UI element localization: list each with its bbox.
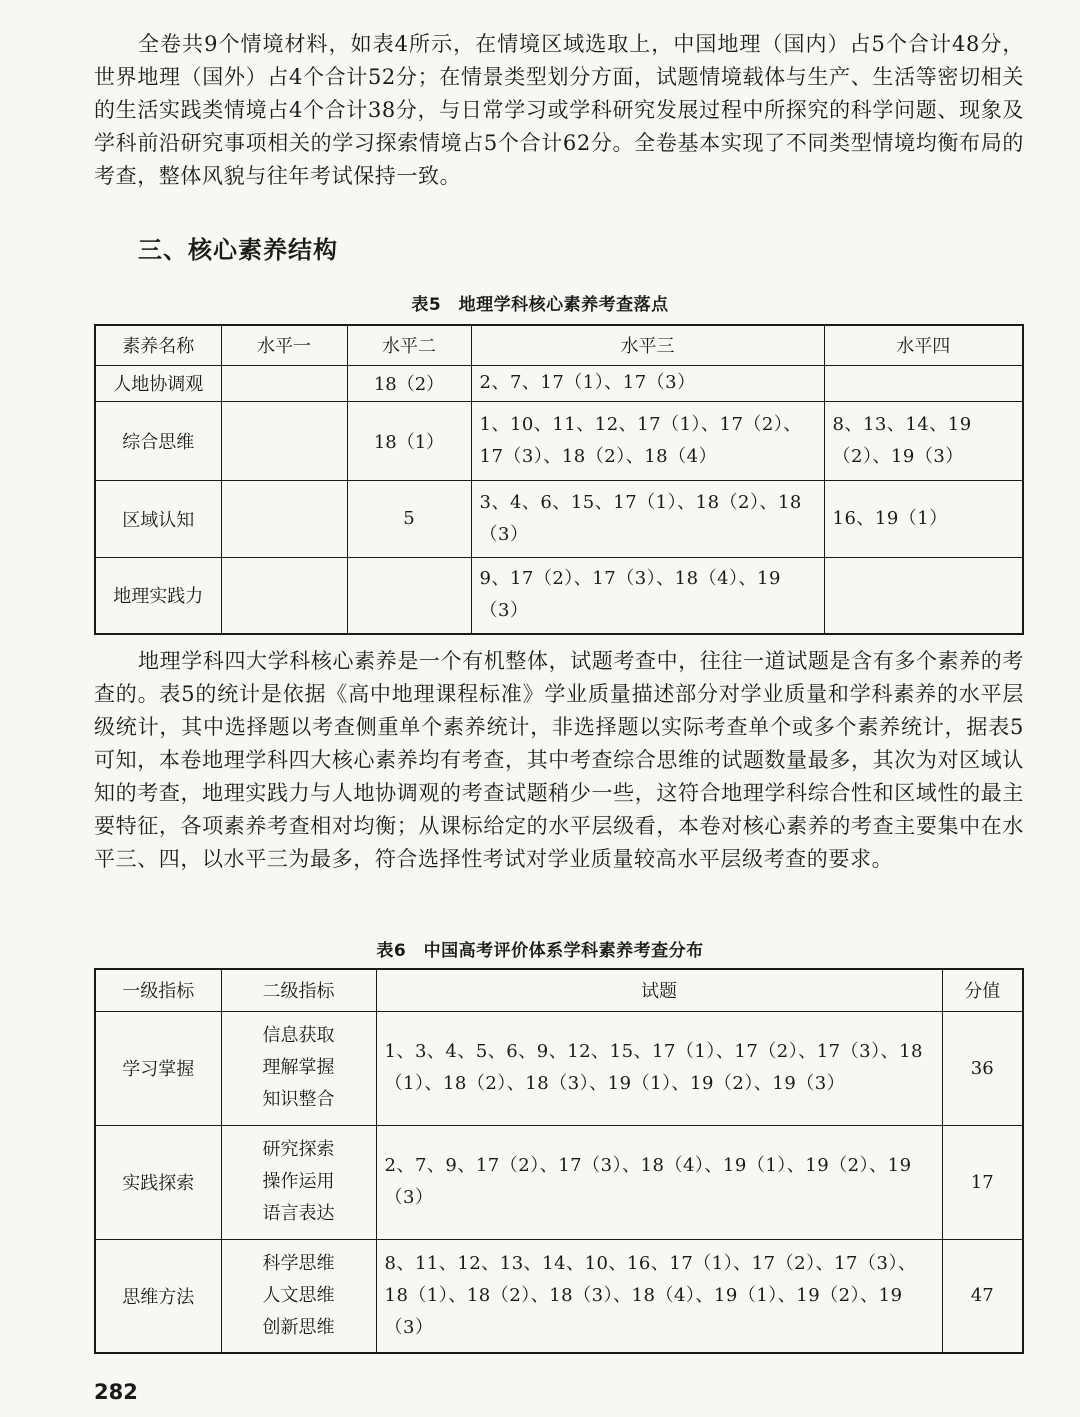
table6-caption: 表6 中国高考评价体系学科素养考查分布 (376, 941, 704, 961)
secondary-indicators (221, 1125, 376, 1239)
level1-cell (221, 557, 347, 634)
secondary-indicator: 信息获取 (262, 1025, 335, 1046)
secondary-indicator: 理解掌握 (262, 1057, 335, 1078)
table5-header-row (95, 325, 1023, 365)
primary-indicator: 实践探索 (95, 1125, 221, 1239)
secondary-indicator: 人文思维 (262, 1284, 335, 1306)
analysis-paragraph: 地理学科四大学科核心素养是一个有机整体，试题考查中，往往一道试题是含有多个素养的考查的。表5的统计是依据《高中地理课程标准》学业质量描述部分对学业质量和学科素养的水平层级统计，其中选择题以考查侧重单个素养统计，非选择题以实际考查单个或多个素养统计，据表5可知，本卷地理学科四大核心素养均有考查，其中考查综合思维的试题数量最多，其次为对区域认知的考查，地理实践力与人地协调观的考查试题稍少一些，这符合地理学科综合性和区域性的最主要特征，各项素养考查相对均衡；从课标给定的水平层级看，本卷对核心素养的考查主要集中在水平三、四，以水平三为最多，符合选择性考试对学业质量较高水平层级考查的要求。 (94, 649, 1024, 871)
section-heading: 三、核心素养结构 (138, 236, 338, 264)
secondary-indicator: 语言表达 (262, 1203, 335, 1224)
core-literacy-table (94, 324, 1024, 635)
secondary-indicator: 科学思维 (262, 1252, 335, 1274)
intro-paragraph: 全卷共9个情境材料，如表4所示，在情境区域选取上，中国地理（国内）占5个合计48分，世界地理（国外）占4个合计52分；在情景类型划分方面，试题情境载体与生产、生活等密切相关的生活实践类情境占4个合计38分，与日常学习或学科研究发展过程中所探究的科学问题、现象及学科前沿研究事项相关的学习探索情境占5个合计62分。全卷基本实现了不同类型情境均衡布局的考查，整体风貌与往年考试保持一致。 (94, 32, 1024, 188)
level4-cell: 16、19（1） (824, 480, 1023, 557)
level3-cell: 9、17（2）、17（3）、18（4）、19（3） (471, 557, 824, 634)
table5-header-cell: 素养名称 (95, 325, 221, 365)
questions-cell: 8、11、12、13、14、10、16、17（1）、17（2）、17（3）、18（1）、18（2）、18（3）、18（4）、19（1）、19（2）、19（3） (376, 1239, 942, 1353)
level4-cell (824, 365, 1023, 401)
secondary-indicator: 知识整合 (262, 1089, 335, 1110)
level2-cell: 5 (347, 480, 471, 557)
secondary-indicators (221, 1239, 376, 1353)
evaluation-system-table (94, 968, 1024, 1354)
table6-header-cell: 一级指标 (95, 969, 221, 1011)
table-row (95, 401, 1023, 480)
literacy-name: 地理实践力 (95, 557, 221, 634)
table5-header-cell: 水平二 (347, 325, 471, 365)
primary-indicator: 思维方法 (95, 1239, 221, 1353)
table-row (95, 1011, 1023, 1125)
level3-cell: 1、10、11、12、17（1）、17（2）、17（3）、18（2）、18（4） (471, 401, 824, 480)
table-row (95, 1239, 1023, 1353)
secondary-indicator: 操作运用 (262, 1171, 335, 1192)
literacy-name: 综合思维 (95, 401, 221, 480)
level4-cell (824, 557, 1023, 634)
table5-header-cell: 水平四 (824, 325, 1023, 365)
table5-header-cell: 水平三 (471, 325, 824, 365)
level3-cell: 3、4、6、15、17（1）、18（2）、18（3） (471, 480, 824, 557)
table6-header-cell: 试题 (376, 969, 942, 1011)
level2-cell (347, 557, 471, 634)
score-cell: 36 (942, 1011, 1023, 1125)
table5-header-cell: 水平一 (221, 325, 347, 365)
secondary-indicator: 创新思维 (262, 1316, 335, 1338)
questions-cell: 1、3、4、5、6、9、12、15、17（1）、17（2）、17（3）、18（1）、18（2）、18（3）、19（1）、19（2）、19（3） (376, 1011, 942, 1125)
table-row (95, 557, 1023, 634)
level1-cell (221, 401, 347, 480)
primary-indicator: 学习掌握 (95, 1011, 221, 1125)
table-row (95, 365, 1023, 401)
table6-header-cell: 二级指标 (221, 969, 376, 1011)
score-cell: 17 (942, 1125, 1023, 1239)
literacy-name: 区域认知 (95, 480, 221, 557)
secondary-indicator: 研究探索 (262, 1139, 335, 1160)
level4-cell: 8、13、14、19（2）、19（3） (824, 401, 1023, 480)
level2-cell: 18（2） (347, 365, 471, 401)
table6-header-cell: 分值 (942, 969, 1023, 1011)
page-number: 282 (94, 1380, 138, 1404)
literacy-name: 人地协调观 (95, 365, 221, 401)
secondary-indicators (221, 1011, 376, 1125)
table-row (95, 1125, 1023, 1239)
table6-header-row (95, 969, 1023, 1011)
level3-cell: 2、7、17（1）、17（3） (471, 365, 824, 401)
level1-cell (221, 480, 347, 557)
table-row (95, 480, 1023, 557)
level2-cell: 18（1） (347, 401, 471, 480)
score-cell: 47 (942, 1239, 1023, 1353)
table5-caption: 表5 地理学科核心素养考查落点 (411, 295, 669, 315)
questions-cell: 2、7、9、17（2）、17（3）、18（4）、19（1）、19（2）、19（3） (376, 1125, 942, 1239)
level1-cell (221, 365, 347, 401)
